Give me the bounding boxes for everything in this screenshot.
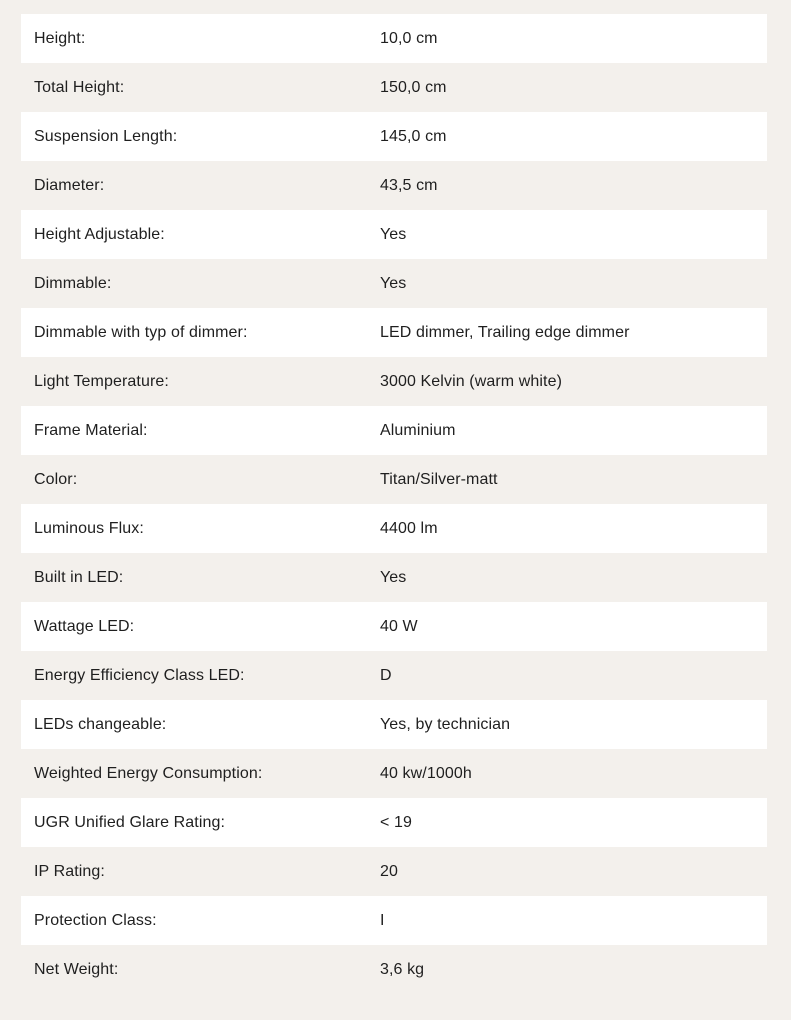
spec-row-ugr-rating: [21, 798, 767, 847]
spec-row-height: [21, 14, 767, 63]
spec-label: IP Rating:: [34, 862, 105, 880]
spec-value: 4400 lm: [380, 519, 438, 537]
spec-label: Diameter:: [34, 176, 105, 194]
spec-row-dimmer-type: [21, 308, 767, 357]
spec-row-protection-class: [21, 896, 767, 945]
spec-value: 40 W: [380, 617, 418, 635]
spec-row-color: [21, 455, 767, 504]
spec-value: LED dimmer, Trailing edge dimmer: [380, 323, 630, 341]
spec-value: Titan/Silver-matt: [380, 470, 498, 488]
spec-value: Yes: [380, 274, 407, 292]
spec-label: Net Weight:: [34, 960, 119, 978]
spec-label: Height:: [34, 29, 86, 47]
spec-value: Yes: [380, 568, 407, 586]
spec-value: Yes: [380, 225, 407, 243]
spec-label: Total Height:: [34, 78, 125, 96]
spec-label: Dimmable with typ of dimmer:: [34, 323, 248, 341]
spec-row-dimmable: [21, 259, 767, 308]
spec-value: 3,6 kg: [380, 960, 425, 978]
spec-value: 10,0 cm: [380, 29, 438, 47]
spec-row-total-height: [21, 63, 767, 112]
spec-value: Aluminium: [380, 421, 456, 439]
spec-row-net-weight: [21, 945, 767, 994]
spec-row-wattage-led: [21, 602, 767, 651]
spec-value: I: [380, 911, 385, 929]
spec-value: Yes, by technician: [380, 715, 511, 733]
spec-label: LEDs changeable:: [34, 715, 167, 733]
spec-table: [21, 14, 767, 994]
spec-row-height-adjustable: [21, 210, 767, 259]
spec-label: Protection Class:: [34, 911, 157, 929]
spec-row-diameter: [21, 161, 767, 210]
spec-row-energy-efficiency-class: [21, 651, 767, 700]
spec-label: Frame Material:: [34, 421, 148, 439]
spec-row-frame-material: [21, 406, 767, 455]
spec-label: Wattage LED:: [34, 617, 135, 635]
spec-label: Luminous Flux:: [34, 519, 144, 537]
spec-value: 40 kw/1000h: [380, 764, 472, 782]
spec-label: Weighted Energy Consumption:: [34, 764, 263, 782]
spec-label: Light Temperature:: [34, 372, 169, 390]
spec-row-built-in-led: [21, 553, 767, 602]
spec-row-leds-changeable: [21, 700, 767, 749]
spec-value: 43,5 cm: [380, 176, 438, 194]
spec-row-light-temperature: [21, 357, 767, 406]
spec-value: < 19: [380, 813, 412, 831]
spec-row-ip-rating: [21, 847, 767, 896]
spec-label: Height Adjustable:: [34, 225, 165, 243]
spec-label: Suspension Length:: [34, 127, 178, 145]
spec-row-luminous-flux: [21, 504, 767, 553]
spec-label: Dimmable:: [34, 274, 112, 292]
spec-value: 3000 Kelvin (warm white): [380, 372, 563, 390]
spec-value: 150,0 cm: [380, 78, 447, 96]
spec-row-suspension-length: [21, 112, 767, 161]
spec-label: Energy Efficiency Class LED:: [34, 666, 245, 684]
spec-label: UGR Unified Glare Rating:: [34, 813, 226, 831]
spec-value: D: [380, 666, 392, 684]
spec-value: 145,0 cm: [380, 127, 447, 145]
spec-value: 20: [380, 862, 398, 880]
spec-row-weighted-energy-consumption: [21, 749, 767, 798]
spec-label: Built in LED:: [34, 568, 124, 586]
spec-label: Color:: [34, 470, 78, 488]
